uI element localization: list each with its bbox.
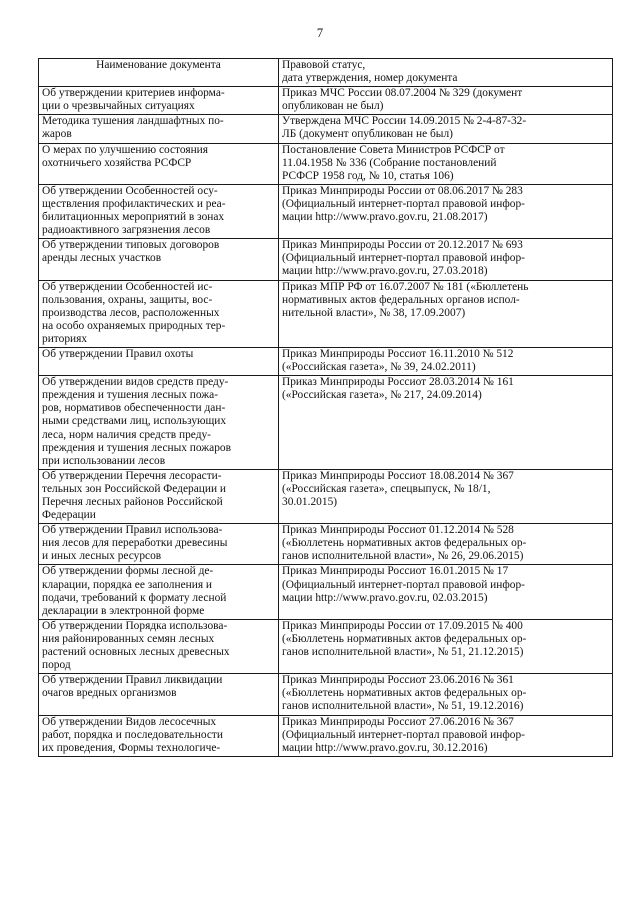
table-row bbox=[39, 565, 613, 619]
table-row bbox=[39, 280, 613, 347]
document-name-cell: Об утверждении критериев информа- ции о чрезвычайных ситуациях bbox=[39, 87, 279, 115]
table-header-row bbox=[39, 59, 613, 87]
document-name-cell: Об утверждении типовых договоров аренды лесных участков bbox=[39, 239, 279, 280]
documents-table bbox=[38, 58, 613, 757]
legal-status-cell: Приказ МПР РФ от 16.07.2007 № 181 («Бюллетень нормативных актов федеральных органов испол- нительной власти», № 38, 17.09.2007) bbox=[279, 280, 613, 347]
document-name-cell: Об утверждении формы лесной де- кларации, порядка ее заполнения и подачи, требований к формату лесной декларации в электронной форме bbox=[39, 565, 279, 619]
document-name-cell: Об утверждении видов средств преду- преждения и тушения лесных пожа- ров, нормативов обеспеченности дан- ными средствами лиц, использующих леса, норм наличия средств преду- преждения и тушения лесных пожаров при использовании лесов bbox=[39, 376, 279, 470]
table-row bbox=[39, 184, 613, 238]
document-name-cell: Об утверждении Перечня лесорасти- тельных зон Российской Федерации и Перечня лесных районов Российской Федерации bbox=[39, 469, 279, 523]
table-row bbox=[39, 376, 613, 470]
document-name-cell: Об утверждении Правил ликвидации очагов вредных организмов bbox=[39, 674, 279, 715]
legal-status-cell: Приказ Минприроды Россиот 01.12.2014 № 528 («Бюллетень нормативных актов федеральных ор- ганов исполнительной власти», № 26, 29.06.2015) bbox=[279, 524, 613, 565]
legal-status-cell: Приказ Минприроды Россиот 18.08.2014 № 367 («Российская газета», спецвыпуск, № 18/1, 30.01.2015) bbox=[279, 469, 613, 523]
table-row bbox=[39, 347, 613, 375]
table-row bbox=[39, 87, 613, 115]
document-name-cell: Об утверждении Порядка использова- ния районированных семян лесных растений основных лесных древесных пород bbox=[39, 619, 279, 673]
document-name-cell: Об утверждении Особенностей осу- ществления профилактических и реа- билитационных мероприятий в зонах радиоактивного загрязнения лесов bbox=[39, 184, 279, 238]
column-header-document-name: Наименование документа bbox=[39, 59, 279, 87]
table-row bbox=[39, 239, 613, 280]
table-row bbox=[39, 619, 613, 673]
legal-status-cell: Приказ МЧС России 08.07.2004 № 329 (документ опубликован не был) bbox=[279, 87, 613, 115]
table-row bbox=[39, 715, 613, 756]
document-name-cell: Об утверждении Правил охоты bbox=[39, 347, 279, 375]
column-header-legal-status: Правовой статус, дата утверждения, номер документа bbox=[279, 59, 613, 87]
legal-status-cell: Постановление Совета Министров РСФСР от 11.04.1958 № 336 (Собрание постановлений РСФСР 1958 год, № 10, статья 106) bbox=[279, 143, 613, 184]
table-row bbox=[39, 115, 613, 143]
legal-status-cell: Приказ Минприроды России от 17.09.2015 № 400 («Бюллетень нормативных актов федеральных ор- ганов исполнительной власти», № 51, 21.12.2015) bbox=[279, 619, 613, 673]
legal-status-cell: Утверждена МЧС России 14.09.2015 № 2-4-87-32- ЛБ (документ опубликован не был) bbox=[279, 115, 613, 143]
legal-status-cell: Приказ Минприроды Россиот 23.06.2016 № 361 («Бюллетень нормативных актов федеральных ор- ганов исполнительной власти», № 51, 19.12.2016) bbox=[279, 674, 613, 715]
document-name-cell: Методика тушения ландшафтных по- жаров bbox=[39, 115, 279, 143]
table-row bbox=[39, 143, 613, 184]
document-name-cell: Об утверждении Правил использова- ния лесов для переработки древесины и иных лесных ресурсов bbox=[39, 524, 279, 565]
document-name-cell: О мерах по улучшению состояния охотничьего хозяйства РСФСР bbox=[39, 143, 279, 184]
legal-status-cell: Приказ Минприроды Россиот 27.06.2016 № 367 (Официальный интернет-портал правовой инфор- мации http://www.pravo.gov.ru, 30.12.2016) bbox=[279, 715, 613, 756]
legal-status-cell: Приказ Минприроды России от 08.06.2017 № 283 (Официальный интернет-портал правовой инфор- мации http://www.pravo.gov.ru, 21.08.2017) bbox=[279, 184, 613, 238]
document-name-cell: Об утверждении Особенностей ис- пользования, охраны, защиты, вос- производства лесов, расположенных на особо охраняемых природных тер- риториях bbox=[39, 280, 279, 347]
table-row bbox=[39, 469, 613, 523]
legal-status-cell: Приказ Минприроды Россиот 16.01.2015 № 17 (Официальный интернет-портал правовой инфор- мации http://www.pravo.gov.ru, 02.03.2015) bbox=[279, 565, 613, 619]
legal-status-cell: Приказ Минприроды Россиот 16.11.2010 № 512 («Российская газета», № 39, 24.02.2011) bbox=[279, 347, 613, 375]
legal-status-cell: Приказ Минприроды Россиот 28.03.2014 № 161 («Российская газета», № 217, 24.09.2014) bbox=[279, 376, 613, 470]
legal-status-cell: Приказ Минприроды России от 20.12.2017 № 693 (Официальный интернет-портал правовой инфор- мации http://www.pravo.gov.ru, 27.03.2018) bbox=[279, 239, 613, 280]
table-row bbox=[39, 674, 613, 715]
table-row bbox=[39, 524, 613, 565]
page-number: 7 bbox=[316, 26, 324, 40]
document-name-cell: Об утверждении Видов лесосечных работ, порядка и последовательности их проведения, Формы технологиче- bbox=[39, 715, 279, 756]
